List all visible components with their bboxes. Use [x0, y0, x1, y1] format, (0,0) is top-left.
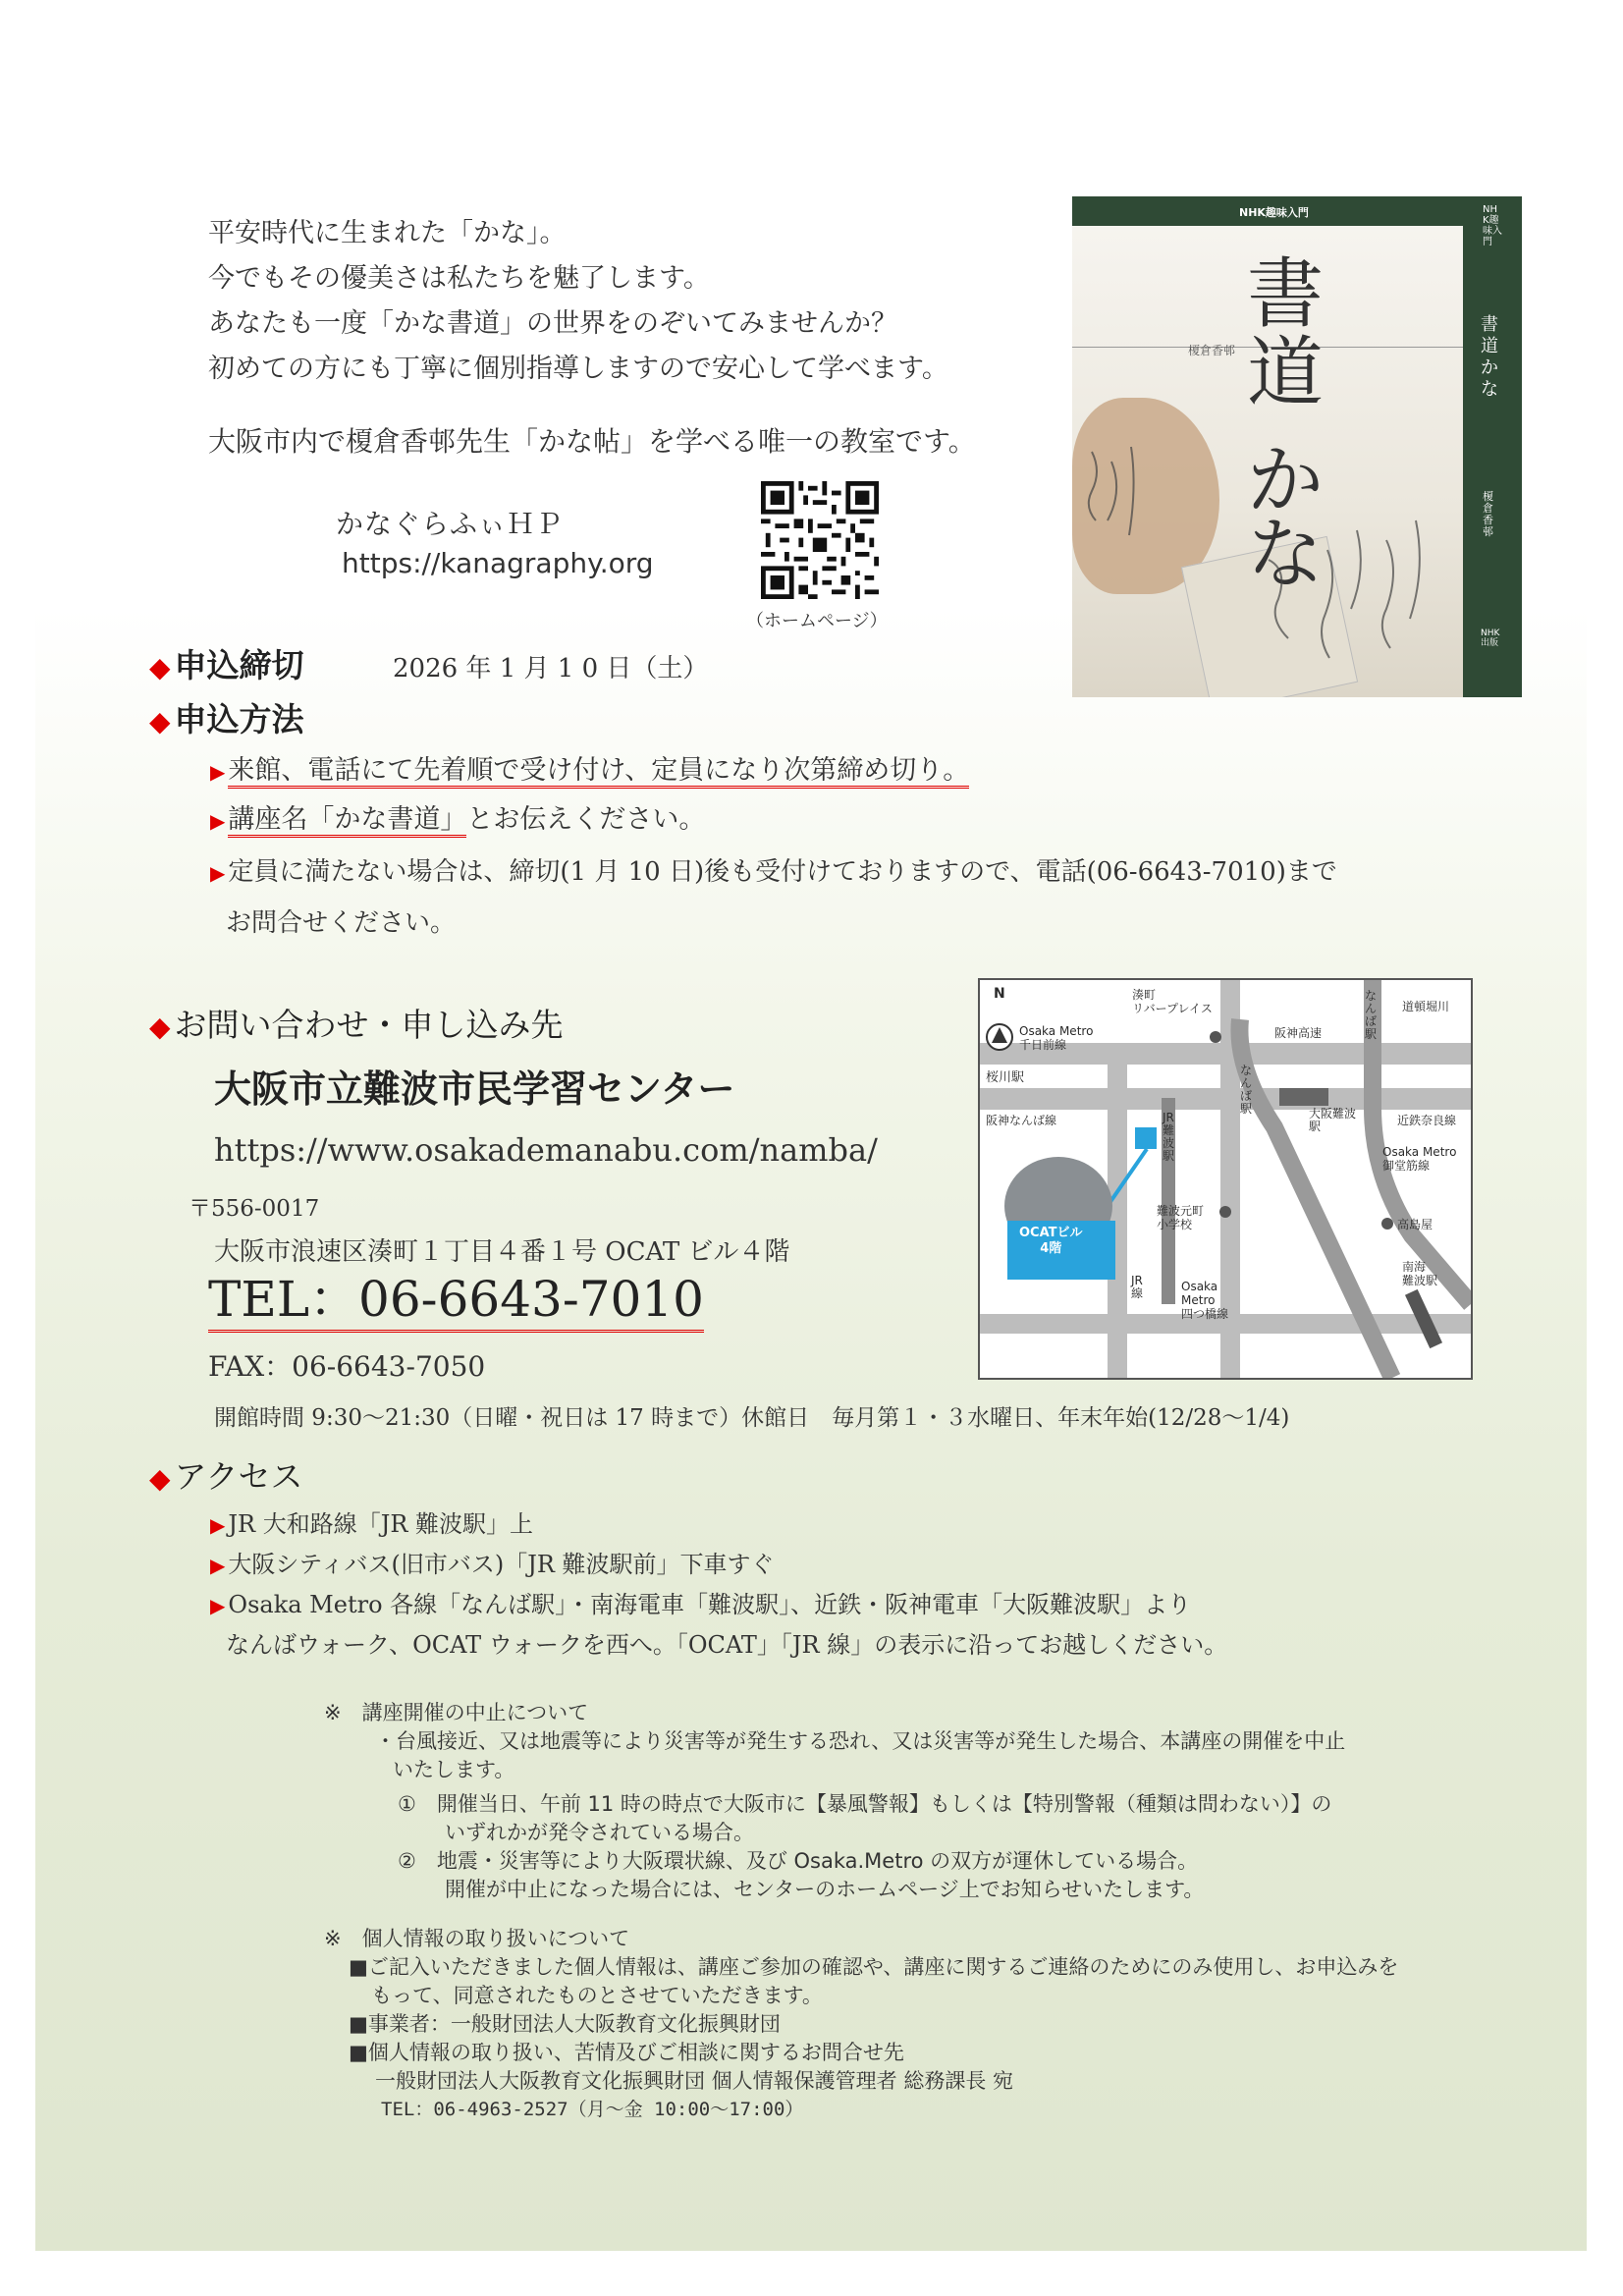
- map-label: 難波元町 小学校: [1157, 1204, 1205, 1231]
- arrow-bullet-icon: ▶: [210, 809, 226, 833]
- book-spine: [1463, 196, 1522, 697]
- access-list: [210, 1504, 1227, 1665]
- method-item-1: [210, 749, 969, 793]
- cancel-note-line: いずれかが発令されている場合。: [445, 1821, 754, 1844]
- access-heading: [149, 1451, 303, 1498]
- map-label: JR線: [1131, 1274, 1144, 1300]
- privacy-note-title: ※ 個人情報の取り扱いについて: [324, 1927, 630, 1950]
- privacy-note-line: ■ご記入いただきました個人情報は、講座ご参加の確認や、講座に関するご連絡のためにのみ使用し、お申込みを: [349, 1955, 1399, 1979]
- spine-brand: NHK趣味入門: [1483, 204, 1502, 247]
- unique-classroom-text: 大阪市内で榎倉香邨先生「かな帖」を学べる唯一の教室です。: [208, 425, 976, 458]
- map-label: Osaka Metro 御堂筋線: [1382, 1145, 1457, 1173]
- map-label: 近鉄奈良線: [1397, 1114, 1457, 1127]
- cancel-note-line: ② 地震・災害等により大阪環状線、及び Osaka.Metro の双方が運休している場合。: [398, 1849, 1199, 1873]
- method-text: とお伝えください。: [466, 804, 706, 835]
- access-map: [978, 978, 1473, 1380]
- north-icon: N: [994, 986, 1005, 1002]
- ocat-label: OCATビル 4階: [1019, 1226, 1083, 1256]
- access-label: アクセス: [174, 1457, 303, 1496]
- access-item-text: JR 大和路線「JR 難波駅」上: [228, 1510, 534, 1538]
- method-item-2: [210, 798, 705, 843]
- book-cover-image: [1072, 196, 1522, 697]
- diamond-icon: ◆: [149, 1462, 171, 1495]
- map-label: 桜川駅: [986, 1070, 1025, 1085]
- arrow-bullet-icon: ▶: [210, 1594, 226, 1617]
- deadline-date: 2026 年 1 月 1 0 日（土）: [393, 654, 709, 683]
- diamond-icon: ◆: [149, 705, 171, 738]
- privacy-note-line: もって、同意されたものとさせていただきます。: [371, 1984, 823, 2007]
- access-item-text: 大阪シティバス(旧市バス)「JR 難波駅前」下車すぐ: [228, 1551, 775, 1578]
- center-url-link[interactable]: https://www.osakademanabu.com/namba/: [214, 1131, 878, 1169]
- method-heading: [149, 694, 304, 740]
- map-label: JR難波駅: [1163, 1111, 1175, 1163]
- cancel-note-title: ※ 講座開催の中止について: [324, 1701, 589, 1724]
- arrow-bullet-icon: ▶: [210, 861, 226, 885]
- map-label: 高島屋: [1397, 1218, 1434, 1231]
- method-item-3-cont: お問合せください。: [226, 908, 457, 938]
- map-label: Osaka Metro 千日前線: [1019, 1024, 1094, 1052]
- postal-code: 〒556-0017: [189, 1196, 320, 1222]
- diamond-icon: ◆: [149, 1011, 171, 1043]
- book-title-4: な: [1247, 511, 1325, 599]
- intro-line: 平安時代に生まれた「かな」。: [208, 218, 567, 248]
- map-label: 南海 難波駅: [1402, 1260, 1438, 1287]
- tel-number[interactable]: TEL：06-6643-7010: [208, 1269, 704, 1333]
- map-label: なんば駅: [1240, 1064, 1253, 1116]
- hp-label: かなぐらふぃＨＰ: [336, 508, 565, 540]
- contact-label: お問い合わせ・申し込み先: [174, 1006, 564, 1044]
- method-label: 申込方法: [174, 700, 304, 738]
- privacy-note-line: TEL：06-4963-2527（月～金 10:00～17:00）: [381, 2099, 804, 2120]
- course-name-text: 講座名「かな書道」: [228, 804, 466, 838]
- cancel-note-line: 開催が中止になった場合には、センターのホームページ上でお知らせいたします。: [445, 1878, 1205, 1901]
- qr-code-icon[interactable]: [761, 481, 879, 599]
- cancel-note-line: いたします。: [393, 1758, 515, 1781]
- method-text: 定員に満たない場合は、締切(1 月 10 日)後も受付けておりますので、電話(06-6643-7010)まで: [228, 857, 1337, 887]
- method-text: 来館、電話にて先着順で受け付け、定員になり次第締め切り。: [228, 755, 969, 789]
- access-item-text: Osaka Metro 各線「なんば駅」・南海電車「難波駅」、近鉄・阪神電車「大阪難波駅」より: [228, 1591, 1192, 1618]
- book-author: 榎倉香邨: [1188, 344, 1236, 357]
- opening-hours: 開館時間 9:30～21:30（日曜・祝日は 17 時まで）休館日 毎月第１・３水曜日、年末年始(12/28～1/4): [214, 1405, 1290, 1431]
- deadline-label: 申込締切: [174, 646, 304, 684]
- fax-number: FAX：06-6643-7050: [208, 1350, 486, 1383]
- map-label: 阪神高速: [1274, 1026, 1323, 1040]
- access-item: [210, 1585, 1227, 1625]
- arrow-bullet-icon: ▶: [210, 1554, 226, 1577]
- map-label: 阪神なんば線: [986, 1114, 1057, 1127]
- map-label: Osaka Metro 四つ橋線: [1181, 1280, 1229, 1321]
- intro-line: 今でもその優美さは私たちを魅了します。: [208, 263, 710, 294]
- map-label: 大阪難波駅: [1309, 1107, 1357, 1133]
- map-label: 湊町 リバープレイス: [1132, 988, 1213, 1015]
- spine-title: 書道 かな: [1481, 314, 1498, 400]
- address: 大阪市浪速区湊町１丁目４番１号 OCAT ビル４階: [214, 1237, 790, 1267]
- hp-url-link[interactable]: https://kanagraphy.org: [342, 547, 654, 579]
- deadline-heading: [149, 640, 304, 686]
- contact-heading: [149, 1000, 564, 1046]
- access-item-cont: なんばウォーク、OCAT ウォークを西へ。「OCAT」「JR 線」の表示に沿ってお越しください。: [226, 1631, 1228, 1659]
- book-title-1: 書: [1247, 250, 1325, 339]
- access-item: [210, 1504, 1227, 1545]
- qr-caption: （ホームページ）: [746, 611, 888, 631]
- center-name: 大阪市立難波市民学習センター: [214, 1067, 735, 1111]
- spine-author: 榎倉香邨: [1483, 490, 1493, 538]
- arrow-bullet-icon: ▶: [210, 1513, 226, 1537]
- intro-line: 初めての方にも丁寧に個別指導しますので安心して学べます。: [208, 354, 948, 384]
- intro-text: [208, 211, 948, 392]
- privacy-note-line: 一般財団法人大阪教育文化振興財団 個人情報保護管理者 総務課長 宛: [375, 2069, 1014, 2093]
- privacy-note-line: ■個人情報の取り扱い、苦情及びご相談に関するお問合せ先: [349, 2041, 904, 2064]
- spine-publisher: NHK出版: [1481, 629, 1500, 648]
- calligraphy-strokes-image: [1072, 393, 1463, 697]
- intro-line: あなたも一度「かな書道」の世界をのぞいてみませんか？: [208, 308, 897, 339]
- privacy-note-line: ■事業者：一般財団法人大阪教育文化振興財団: [349, 2012, 781, 2036]
- arrow-bullet-icon: ▶: [210, 760, 226, 784]
- book-brand: NHK趣味入門: [1239, 206, 1309, 219]
- map-label: 道頓堀川: [1402, 1000, 1450, 1013]
- access-item: [210, 1545, 1227, 1585]
- book-title-2: 道: [1247, 329, 1325, 417]
- map-label: なんば駅: [1365, 989, 1378, 1041]
- cancel-note-line: ① 開催当日、午前 11 時の時点で大阪市に【暴風警報】もしくは【特別警報（種類は問わない）】の: [398, 1792, 1332, 1816]
- diamond-icon: ◆: [149, 651, 171, 683]
- cancel-note-line: ・台風接近、又は地震等により災害等が発生する恐れ、又は災害等が発生した場合、本講座の開催を中止: [375, 1729, 1346, 1753]
- book-title-3: か: [1247, 437, 1325, 525]
- method-item-3: [210, 850, 1337, 895]
